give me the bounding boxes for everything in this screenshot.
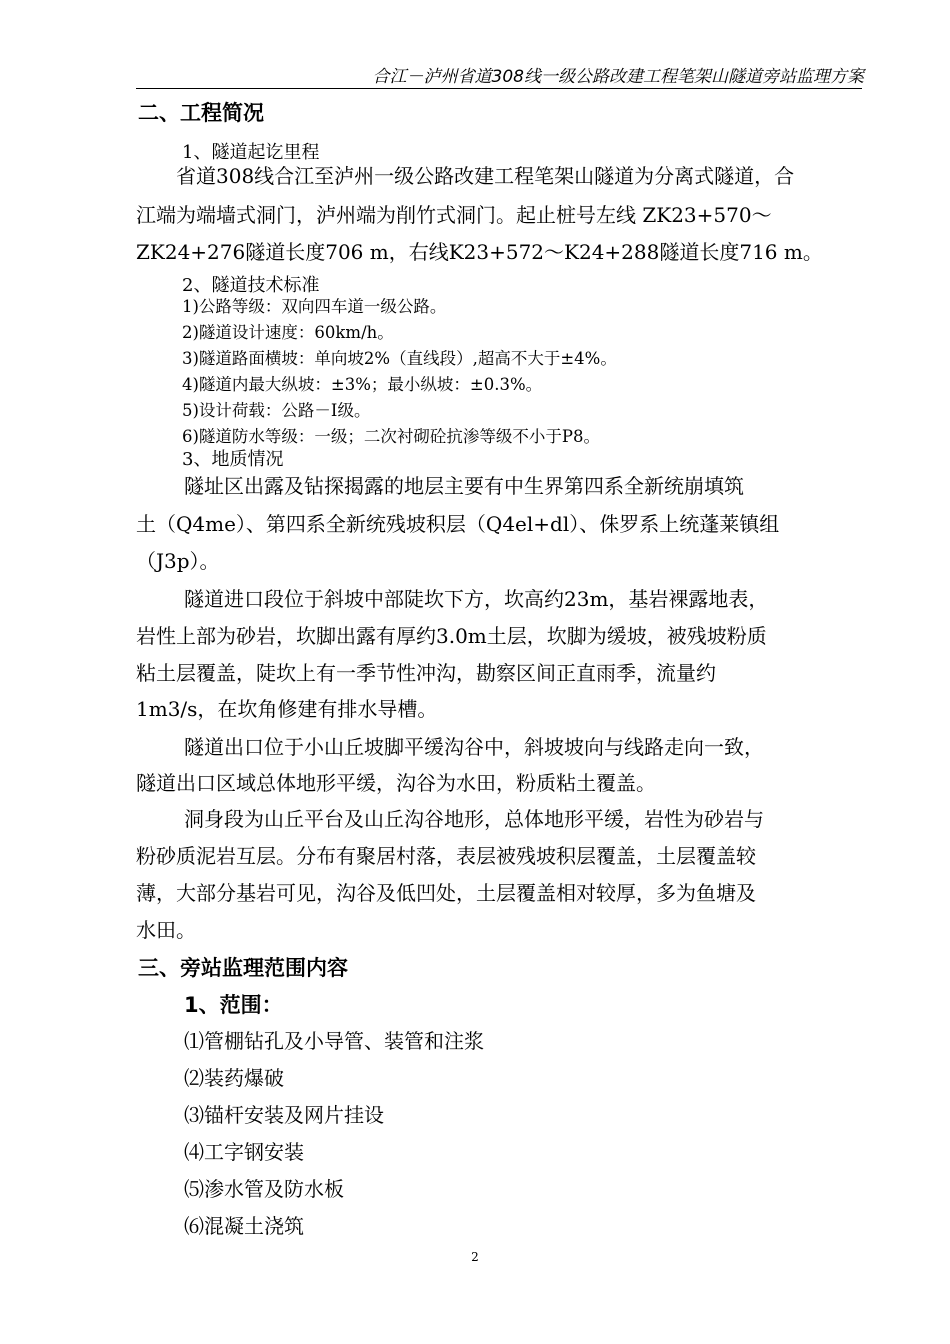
paragraph-line: 薄，大部分基岩可见，沟谷及低凹处，土层覆盖相对较厚，多为鱼塘及 xyxy=(136,881,756,905)
paragraph-line: 土（Q4me）、第四系全新统残坡积层（Q4el+dl）、侏罗系上统蓬莱镇组 xyxy=(136,512,780,536)
subsection-title-3: 3、地质情况 xyxy=(182,449,284,470)
paragraph-line: 省道308线合江至泸州一级公路改建工程笔架山隧道为分离式隧道，合 xyxy=(176,164,795,188)
paragraph-line: 水田。 xyxy=(136,918,196,942)
scope-item: ⑶锚杆安装及网片挂设 xyxy=(184,1103,384,1127)
list-item: 5)设计荷载：公路－Ⅰ级。 xyxy=(182,401,371,420)
paragraph-line: 隧道进口段位于斜坡中部陡坎下方，坎高约23m，基岩裸露地表， xyxy=(184,587,769,611)
section-heading-2: 二、工程简况 xyxy=(138,101,264,125)
scope-item: ⑴管棚钻孔及小导管、装管和注浆 xyxy=(184,1029,484,1053)
paragraph-line: ZK24+276隧道长度706 m，右线K23+572～K24+288隧道长度716 m。 xyxy=(136,240,823,264)
scope-title: 1、范围： xyxy=(184,993,283,1017)
paragraph-line: 江端为端墙式洞门，泸州端为削竹式洞门。起止桩号左线 ZK23+570～ xyxy=(136,203,772,227)
paragraph-line: 隧址区出露及钻探揭露的地层主要有中生界第四系全新统崩填筑 xyxy=(184,474,744,498)
paragraph-line: （J3p）。 xyxy=(136,549,220,573)
scope-item: ⑸渗水管及防水板 xyxy=(184,1177,344,1201)
paragraph-line: 岩性上部为砂岩，坎脚出露有厚约3.0m土层，坎脚为缓坡，被残坡粉质 xyxy=(136,624,767,648)
paragraph-line: 隧道出口位于小山丘坡脚平缓沟谷中，斜坡坡向与线路走向一致， xyxy=(184,735,764,759)
list-item: 4)隧道内最大纵坡：±3%；最小纵坡：±0.3%。 xyxy=(182,375,543,394)
paragraph-line: 粘土层覆盖，陡坎上有一季节性冲沟，勘察区间正直雨季，流量约 xyxy=(136,661,716,685)
scope-item: ⑷工字钢安装 xyxy=(184,1140,304,1164)
paragraph-line: 隧道出口区域总体地形平缓，沟谷为水田，粉质粘土覆盖。 xyxy=(136,771,656,795)
list-item: 2)隧道设计速度：60km/h。 xyxy=(182,323,394,342)
header-rule xyxy=(136,88,862,89)
list-item: 6)隧道防水等级：一级；二次衬砌砼抗渗等级不小于P8。 xyxy=(182,427,601,446)
paragraph-line: 洞身段为山丘平台及山丘沟谷地形，总体地形平缓，岩性为砂岩与 xyxy=(184,807,764,831)
running-header: 合江－泸州省道308线一级公路改建工程笔架山隧道旁站监理方案 xyxy=(372,67,864,87)
list-item: 3)隧道路面横坡：单向坡2%（直线段）,超高不大于±4%。 xyxy=(182,349,617,368)
page-number: 2 xyxy=(471,1250,479,1264)
section-heading-3: 三、旁站监理范围内容 xyxy=(138,956,348,980)
scope-item: ⑵装药爆破 xyxy=(184,1066,284,1090)
subsection-title-1: 1、隧道起讫里程 xyxy=(182,142,320,163)
subsection-title-2: 2、隧道技术标准 xyxy=(182,275,320,296)
scope-item: ⑹混凝土浇筑 xyxy=(184,1214,304,1238)
paragraph-line: 粉砂质泥岩互层。分布有聚居村落，表层被残坡积层覆盖，土层覆盖较 xyxy=(136,844,756,868)
paragraph-line: 1m3/s，在坎角修建有排水导槽。 xyxy=(136,697,438,721)
list-item: 1)公路等级：双向四车道一级公路。 xyxy=(182,297,447,316)
